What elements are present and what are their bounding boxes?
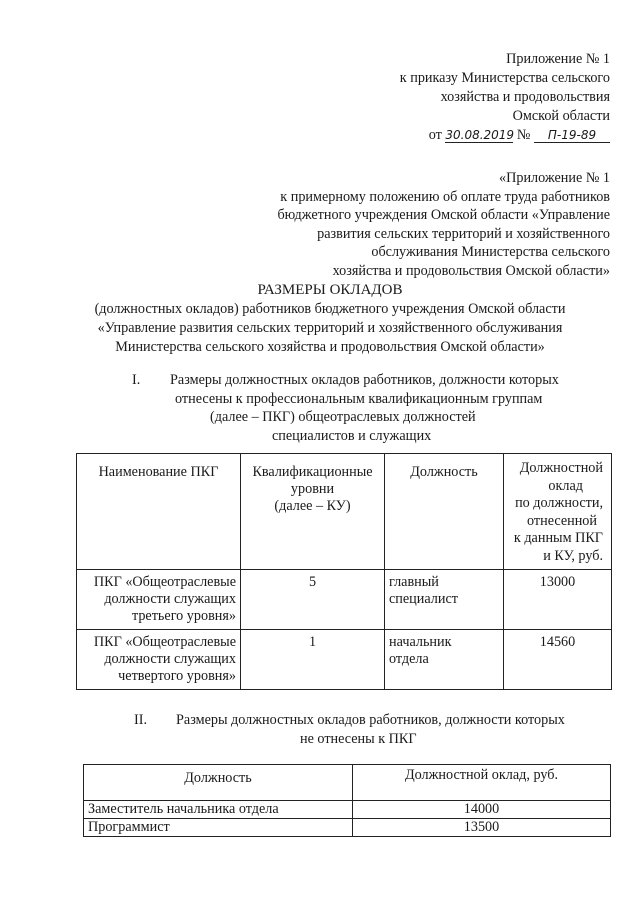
table-header-row — [84, 765, 611, 801]
title-line: Министерства сельского хозяйства и продовольствия Омской области» — [115, 339, 545, 355]
header-pkg: Наименование ПКГ — [77, 454, 241, 570]
handwritten-date: 30.08.2019 — [445, 128, 515, 142]
cell-ku: 1 — [241, 630, 385, 690]
appendix-line: Омской области — [512, 108, 610, 124]
appendix-line: «Приложение № 1 — [499, 170, 610, 186]
appendix-line: хозяйства и продовольствия Омской области» — [332, 262, 610, 279]
cell-salary: 14560 — [504, 630, 612, 690]
appendix-line: развития сельских территорий и хозяйственного — [317, 225, 610, 242]
appendix-line: к примерному положению об оплате труда работников — [280, 188, 610, 205]
header-salary: Должностной оклад, руб. — [353, 765, 611, 801]
section-line: Размеры должностных окладов работников, должности которых — [176, 712, 565, 728]
table-row — [84, 819, 611, 837]
appendix-line: к приказу Министерства сельского — [399, 70, 610, 86]
appendix-line: бюджетного учреждения Омской области «Управление — [277, 207, 610, 223]
cell-pkg: ПКГ «Общеотраслевые должности служащих третьего уровня» — [77, 570, 241, 630]
header-salary: Должностной оклад по должности, отнесенной к данным ПКГ и КУ, руб. — [504, 454, 612, 570]
section-line: специалистов и служащих — [272, 427, 432, 444]
number-label: № — [516, 127, 531, 143]
non-pkg-salary-table — [83, 764, 611, 837]
table-row — [84, 801, 611, 819]
appendix-header — [290, 50, 610, 145]
title-line: «Управление развития сельских территорий и хозяйственного обслуживания — [97, 320, 563, 336]
from-label: от — [428, 127, 442, 143]
handwritten-number: П-19-89 — [534, 128, 610, 143]
header-position: Должность — [84, 765, 353, 801]
section-line: Размеры должностных окладов работников, должности которых — [170, 372, 559, 388]
appendix-line: хозяйства и продовольствия — [440, 89, 610, 105]
cell-pkg: ПКГ «Общеотраслевые должности служащих четвертого уровня» — [77, 630, 241, 690]
cell-position: начальник отдела — [385, 630, 504, 690]
section-numeral: II. — [134, 712, 147, 728]
cell-salary: 13000 — [504, 570, 612, 630]
cell-salary: 13500 — [353, 819, 611, 837]
cell-position: Программист — [84, 819, 353, 837]
section-2-heading — [100, 711, 620, 748]
section-line: (далее – ПКГ) общеотраслевых должностей — [210, 409, 476, 425]
appendix-line: обслуживания Министерства сельского — [371, 244, 610, 260]
title-heading: РАЗМЕРЫ ОКЛАДОВ — [257, 282, 403, 298]
section-1-heading — [100, 371, 620, 445]
section-line: отнесены к профессиональным квалификационным группам — [175, 390, 543, 407]
document-title — [40, 281, 620, 357]
table-row — [77, 570, 612, 630]
table-header-row — [77, 454, 612, 570]
title-line: (должностных окладов) работников бюджетного учреждения Омской области — [94, 301, 566, 317]
appendix-header-secondary — [190, 169, 610, 280]
cell-position: главный специалист — [385, 570, 504, 630]
cell-ku: 5 — [241, 570, 385, 630]
table-row — [77, 630, 612, 690]
section-line: не отнесены к ПКГ — [300, 730, 417, 747]
appendix-line: Приложение № 1 — [506, 51, 610, 67]
pkg-salary-table — [76, 453, 612, 690]
header-position: Должность — [385, 454, 504, 570]
cell-salary: 14000 — [353, 801, 611, 819]
header-ku: Квалификационные уровни (далее – КУ) — [241, 454, 385, 570]
cell-position: Заместитель начальника отдела — [84, 801, 353, 819]
order-reference — [290, 126, 610, 145]
section-numeral: I. — [132, 372, 141, 388]
